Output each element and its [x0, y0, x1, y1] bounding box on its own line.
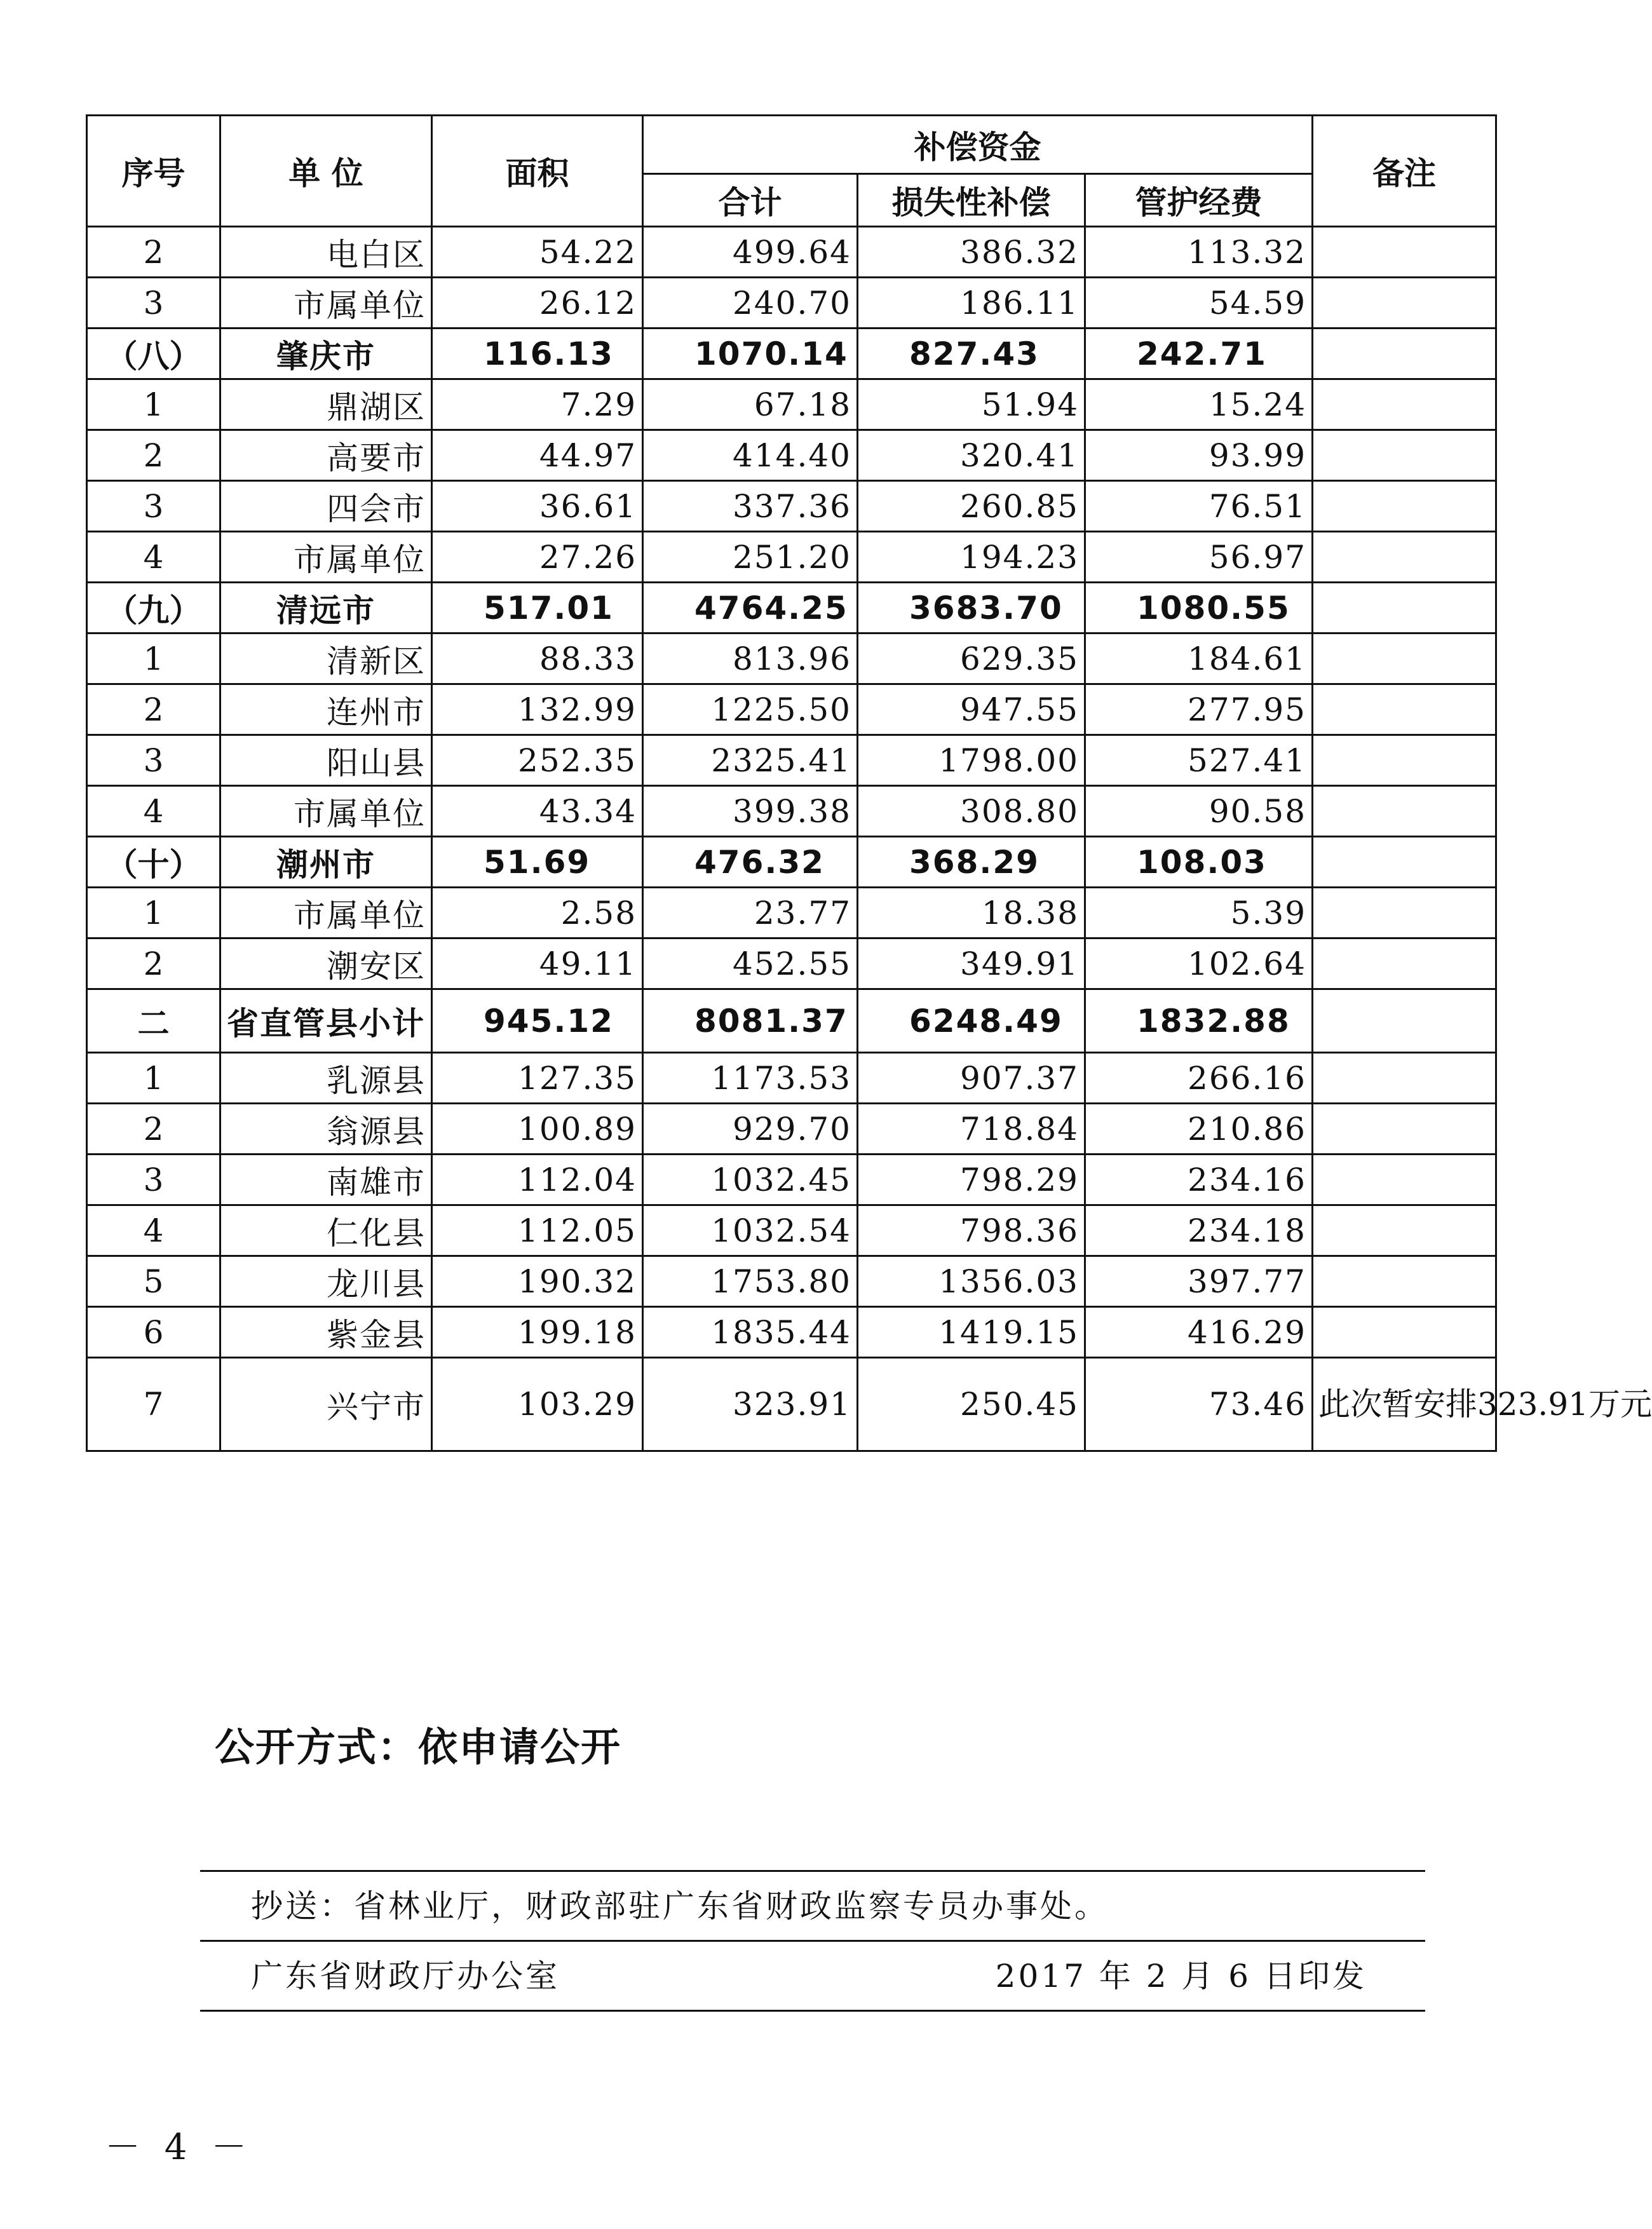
cell-mgmt: 1832.88	[1085, 989, 1313, 1053]
cell-note	[1313, 583, 1496, 633]
cell-index: 1	[87, 379, 220, 430]
table-row	[87, 786, 1496, 837]
cell-index: 3	[87, 1155, 220, 1205]
cell-mgmt: 416.29	[1085, 1307, 1313, 1358]
cell-mgmt: 242.71	[1085, 329, 1313, 379]
cell-unit: 省直管县小计	[220, 989, 432, 1053]
cell-index: 6	[87, 1307, 220, 1358]
cell-total: 929.70	[643, 1104, 858, 1155]
table-row	[87, 1205, 1496, 1256]
cell-note	[1313, 532, 1496, 583]
cell-area: 26.12	[432, 278, 643, 329]
cell-total: 2325.41	[643, 735, 858, 786]
cell-unit: 龙川县	[220, 1256, 432, 1307]
cell-loss: 798.29	[858, 1155, 1085, 1205]
cell-index: 5	[87, 1256, 220, 1307]
cell-total: 67.18	[643, 379, 858, 430]
cell-mgmt: 90.58	[1085, 786, 1313, 837]
cell-total: 1835.44	[643, 1307, 858, 1358]
cell-unit: 四会市	[220, 481, 432, 532]
cell-loss: 386.32	[858, 227, 1085, 278]
cell-loss: 827.43	[858, 329, 1085, 379]
cell-loss: 18.38	[858, 888, 1085, 938]
cell-mgmt: 234.16	[1085, 1155, 1313, 1205]
cell-index: 2	[87, 430, 220, 481]
cell-unit: 翁源县	[220, 1104, 432, 1155]
cell-total: 337.36	[643, 481, 858, 532]
cell-unit: 紫金县	[220, 1307, 432, 1358]
cell-note	[1313, 1053, 1496, 1104]
cell-index: 1	[87, 633, 220, 684]
cell-index: 1	[87, 1053, 220, 1104]
cell-loss: 629.35	[858, 633, 1085, 684]
cell-total: 1032.54	[643, 1205, 858, 1256]
compensation-table	[86, 114, 1652, 1452]
cell-total: 1032.45	[643, 1155, 858, 1205]
issue-date: 2017 年 2 月 6 日印发	[995, 1958, 1367, 1995]
cell-loss: 368.29	[858, 837, 1085, 888]
cell-total: 323.91	[643, 1358, 858, 1451]
cell-note	[1313, 1155, 1496, 1205]
cell-loss: 1356.03	[858, 1256, 1085, 1307]
cell-area: 49.11	[432, 938, 643, 989]
cell-area: 7.29	[432, 379, 643, 430]
cell-index: 3	[87, 481, 220, 532]
cell-loss: 186.11	[858, 278, 1085, 329]
table-row	[87, 1358, 1496, 1451]
cell-unit: 市属单位	[220, 278, 432, 329]
cell-note	[1313, 278, 1496, 329]
cell-mgmt: 102.64	[1085, 938, 1313, 989]
cell-area: 252.35	[432, 735, 643, 786]
cell-mgmt: 234.18	[1085, 1205, 1313, 1256]
table-row	[87, 481, 1496, 532]
cell-total: 1173.53	[643, 1053, 858, 1104]
cell-unit: 乳源县	[220, 1053, 432, 1104]
cell-total: 414.40	[643, 430, 858, 481]
divider-bottom	[200, 2010, 1425, 2012]
cell-loss: 3683.70	[858, 583, 1085, 633]
cell-mgmt: 527.41	[1085, 735, 1313, 786]
issuing-office: 广东省财政厅办公室	[251, 1958, 560, 1995]
carbon-copy-line: 抄送：省林业厅，财政部驻广东省财政监察专员办事处。	[251, 1888, 1109, 1925]
cell-mgmt: 73.46	[1085, 1358, 1313, 1451]
cell-note	[1313, 481, 1496, 532]
cell-loss: 1798.00	[858, 735, 1085, 786]
cell-loss: 194.23	[858, 532, 1085, 583]
header-area: 面积	[432, 116, 643, 227]
cell-total: 1225.50	[643, 684, 858, 735]
cell-total: 251.20	[643, 532, 858, 583]
table-row	[87, 1053, 1496, 1104]
header-mgmt: 管护经费	[1085, 174, 1313, 227]
cell-total: 8081.37	[643, 989, 858, 1053]
cell-mgmt: 76.51	[1085, 481, 1313, 532]
cell-total: 476.32	[643, 837, 858, 888]
cell-unit: 清远市	[220, 583, 432, 633]
cell-loss: 1419.15	[858, 1307, 1085, 1358]
cell-index: （十）	[87, 837, 220, 888]
divider-top	[200, 1870, 1425, 1872]
cell-index: 2	[87, 684, 220, 735]
cell-unit: 清新区	[220, 633, 432, 684]
cell-index: 7	[87, 1358, 220, 1451]
table-row	[87, 837, 1496, 888]
cell-note	[1313, 1256, 1496, 1307]
cell-index: 2	[87, 227, 220, 278]
cell-note	[1313, 1104, 1496, 1155]
cell-loss: 260.85	[858, 481, 1085, 532]
cell-unit: 市属单位	[220, 888, 432, 938]
table-row	[87, 278, 1496, 329]
cell-total: 813.96	[643, 633, 858, 684]
cell-loss: 6248.49	[858, 989, 1085, 1053]
cell-area: 51.69	[432, 837, 643, 888]
cell-unit: 鼎湖区	[220, 379, 432, 430]
cell-note	[1313, 1307, 1496, 1358]
cell-note	[1313, 735, 1496, 786]
cell-note	[1313, 837, 1496, 888]
cell-area: 44.97	[432, 430, 643, 481]
cell-total: 1753.80	[643, 1256, 858, 1307]
cell-index: 3	[87, 735, 220, 786]
header-loss: 损失性补偿	[858, 174, 1085, 227]
divider-middle	[200, 1940, 1425, 1942]
cell-loss: 320.41	[858, 430, 1085, 481]
table-body	[87, 227, 1652, 1451]
cell-note	[1313, 329, 1496, 379]
cell-area: 116.13	[432, 329, 643, 379]
table-row	[87, 938, 1496, 989]
cell-note	[1313, 227, 1496, 278]
cell-total: 452.55	[643, 938, 858, 989]
cell-unit: 市属单位	[220, 786, 432, 837]
table-row	[87, 532, 1496, 583]
cell-area: 945.12	[432, 989, 643, 1053]
cell-mgmt: 184.61	[1085, 633, 1313, 684]
cell-note	[1313, 379, 1496, 430]
cell-index: （八）	[87, 329, 220, 379]
cell-unit: 潮州市	[220, 837, 432, 888]
cell-area: 43.34	[432, 786, 643, 837]
table-row	[87, 430, 1496, 481]
cell-unit: 电白区	[220, 227, 432, 278]
cell-mgmt: 210.86	[1085, 1104, 1313, 1155]
cell-area: 112.05	[432, 1205, 643, 1256]
table-row	[87, 735, 1496, 786]
header-unit: 单 位	[220, 116, 432, 227]
cell-loss: 798.36	[858, 1205, 1085, 1256]
cell-loss: 718.84	[858, 1104, 1085, 1155]
table-row	[87, 633, 1496, 684]
cell-area: 103.29	[432, 1358, 643, 1451]
cell-note	[1313, 989, 1496, 1053]
cell-index: （九）	[87, 583, 220, 633]
cell-note: 此次暂安排323.91万元	[1313, 1358, 1496, 1451]
header-index: 序号	[87, 116, 220, 227]
cell-area: 27.26	[432, 532, 643, 583]
cell-loss: 349.91	[858, 938, 1085, 989]
cell-index: 4	[87, 786, 220, 837]
cell-total: 4764.25	[643, 583, 858, 633]
cell-loss: 947.55	[858, 684, 1085, 735]
cell-mgmt: 93.99	[1085, 430, 1313, 481]
disclosure-method: 公开方式：依申请公开	[215, 1724, 622, 1770]
cell-area: 54.22	[432, 227, 643, 278]
cell-area: 199.18	[432, 1307, 643, 1358]
cell-total: 1070.14	[643, 329, 858, 379]
cell-index: 4	[87, 1205, 220, 1256]
header-note: 备注	[1313, 116, 1496, 227]
cell-area: 190.32	[432, 1256, 643, 1307]
cell-total: 240.70	[643, 278, 858, 329]
cell-index: 1	[87, 888, 220, 938]
cell-area: 132.99	[432, 684, 643, 735]
page-number: － 4 －	[105, 2127, 254, 2168]
table-row	[87, 1307, 1496, 1358]
cell-mgmt: 15.24	[1085, 379, 1313, 430]
cell-note	[1313, 633, 1496, 684]
table-row	[87, 1104, 1496, 1155]
cell-area: 100.89	[432, 1104, 643, 1155]
cell-total: 499.64	[643, 227, 858, 278]
cell-note	[1313, 1205, 1496, 1256]
cell-mgmt: 5.39	[1085, 888, 1313, 938]
header-total: 合计	[643, 174, 858, 227]
cell-index: 二	[87, 989, 220, 1053]
cell-mgmt: 397.77	[1085, 1256, 1313, 1307]
cell-unit: 潮安区	[220, 938, 432, 989]
cell-unit: 兴宁市	[220, 1358, 432, 1451]
cell-mgmt: 108.03	[1085, 837, 1313, 888]
cell-index: 2	[87, 938, 220, 989]
header-funds: 补偿资金	[643, 116, 1313, 174]
cell-unit: 市属单位	[220, 532, 432, 583]
cell-index: 2	[87, 1104, 220, 1155]
table-row	[87, 684, 1496, 735]
table-row	[87, 989, 1496, 1053]
table-row	[87, 329, 1496, 379]
table-row	[87, 583, 1496, 633]
cell-mgmt: 113.32	[1085, 227, 1313, 278]
cell-mgmt: 266.16	[1085, 1053, 1313, 1104]
cell-total: 399.38	[643, 786, 858, 837]
cell-unit: 连州市	[220, 684, 432, 735]
cell-area: 88.33	[432, 633, 643, 684]
cell-mgmt: 54.59	[1085, 278, 1313, 329]
cell-mgmt: 56.97	[1085, 532, 1313, 583]
table-row	[87, 379, 1496, 430]
table-row	[87, 888, 1496, 938]
cell-unit: 高要市	[220, 430, 432, 481]
cell-unit: 肇庆市	[220, 329, 432, 379]
cell-unit: 阳山县	[220, 735, 432, 786]
table-row	[87, 1155, 1496, 1205]
cell-area: 517.01	[432, 583, 643, 633]
cell-index: 3	[87, 278, 220, 329]
cell-loss: 907.37	[858, 1053, 1085, 1104]
table-row	[87, 1256, 1496, 1307]
cell-note	[1313, 786, 1496, 837]
cell-note	[1313, 888, 1496, 938]
cell-total: 23.77	[643, 888, 858, 938]
cell-area: 36.61	[432, 481, 643, 532]
cell-loss: 51.94	[858, 379, 1085, 430]
cell-area: 112.04	[432, 1155, 643, 1205]
cell-loss: 250.45	[858, 1358, 1085, 1451]
cell-loss: 308.80	[858, 786, 1085, 837]
cell-mgmt: 277.95	[1085, 684, 1313, 735]
cell-unit: 仁化县	[220, 1205, 432, 1256]
cell-note	[1313, 938, 1496, 989]
cell-unit: 南雄市	[220, 1155, 432, 1205]
cell-area: 127.35	[432, 1053, 643, 1104]
table-row	[87, 227, 1496, 278]
cell-note	[1313, 430, 1496, 481]
cell-mgmt: 1080.55	[1085, 583, 1313, 633]
cell-note	[1313, 684, 1496, 735]
cell-area: 2.58	[432, 888, 643, 938]
cell-index: 4	[87, 532, 220, 583]
